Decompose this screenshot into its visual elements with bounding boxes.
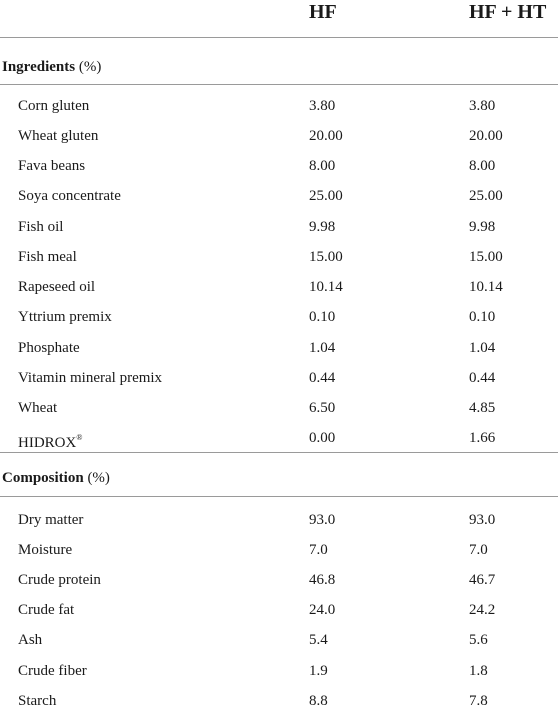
- row-label-text: HIDROX: [18, 435, 77, 451]
- section-divider: [0, 452, 558, 453]
- table-row: [0, 539, 558, 569]
- cell-hf: 5.4: [309, 632, 328, 648]
- table-row: [0, 509, 558, 539]
- row-label: Fish meal: [18, 249, 77, 265]
- cell-hf-ht: 8.00: [469, 158, 496, 174]
- cell-hf-ht: 3.80: [469, 98, 496, 114]
- row-label: [18, 427, 82, 454]
- table-row: [0, 185, 558, 215]
- table-row: [0, 599, 558, 629]
- cell-hf-ht: 1.66: [469, 430, 496, 446]
- table-row: [0, 95, 558, 125]
- cell-hf-ht: 10.14: [469, 279, 503, 295]
- table-row: [0, 569, 558, 599]
- section-divider: [0, 496, 558, 497]
- cell-hf: 7.0: [309, 542, 328, 558]
- cell-hf-ht: 15.00: [469, 249, 503, 265]
- row-label: Crude protein: [18, 572, 101, 588]
- section-label: Ingredients: [2, 59, 76, 75]
- row-label: Phosphate: [18, 340, 80, 356]
- registered-mark: ®: [76, 433, 83, 442]
- cell-hf-ht: 93.0: [469, 512, 496, 528]
- table-row: [0, 125, 558, 155]
- cell-hf: 3.80: [309, 98, 336, 114]
- row-label: Dry matter: [18, 512, 84, 528]
- section-unit: (%): [87, 470, 110, 486]
- cell-hf: 0.44: [309, 370, 336, 386]
- cell-hf: 10.14: [309, 279, 343, 295]
- cell-hf-ht: 25.00: [469, 188, 503, 204]
- cell-hf: 0.00: [309, 430, 336, 446]
- table-row: [0, 216, 558, 246]
- cell-hf-ht: 1.04: [469, 340, 496, 356]
- column-header-hf: HF: [309, 1, 337, 23]
- cell-hf-ht: 4.85: [469, 400, 496, 416]
- cell-hf: 20.00: [309, 128, 343, 144]
- section-title-composition: [2, 468, 110, 488]
- row-label: Rapeseed oil: [18, 279, 96, 295]
- row-label: Soya concentrate: [18, 188, 121, 204]
- cell-hf: 9.98: [309, 219, 336, 235]
- cell-hf-ht: 5.6: [469, 632, 488, 648]
- table-row: [0, 155, 558, 185]
- cell-hf-ht: 7.0: [469, 542, 488, 558]
- cell-hf: 1.9: [309, 663, 328, 679]
- table-header: [0, 0, 558, 38]
- row-label: Starch: [18, 693, 57, 709]
- table-row: [0, 690, 558, 720]
- row-label: Crude fiber: [18, 663, 87, 679]
- section-label: Composition: [2, 470, 84, 486]
- cell-hf: 8.00: [309, 158, 336, 174]
- row-label: Ash: [18, 632, 43, 648]
- row-label: Moisture: [18, 542, 73, 558]
- table-row: [0, 276, 558, 306]
- cell-hf: 8.8: [309, 693, 328, 709]
- row-label: Fish oil: [18, 219, 64, 235]
- cell-hf-ht: 7.8: [469, 693, 488, 709]
- cell-hf-ht: 20.00: [469, 128, 503, 144]
- table-row: [0, 367, 558, 397]
- cell-hf-ht: 24.2: [469, 602, 496, 618]
- table-row: [0, 629, 558, 659]
- cell-hf-ht: 46.7: [469, 572, 496, 588]
- table-row: [0, 397, 558, 427]
- cell-hf: 0.10: [309, 309, 336, 325]
- column-header-hf-ht: HF + HT: [469, 1, 547, 23]
- table-row: [0, 660, 558, 690]
- table-row: [0, 337, 558, 367]
- section-title-ingredients: [2, 57, 101, 77]
- cell-hf-ht: 0.10: [469, 309, 496, 325]
- cell-hf: 93.0: [309, 512, 336, 528]
- row-label: Corn gluten: [18, 98, 90, 114]
- table-row: [0, 246, 558, 276]
- cell-hf-ht: 9.98: [469, 219, 496, 235]
- cell-hf: 6.50: [309, 400, 336, 416]
- cell-hf: 1.04: [309, 340, 336, 356]
- row-label: Yttrium premix: [18, 309, 112, 325]
- row-label: Wheat gluten: [18, 128, 99, 144]
- row-label: Wheat: [18, 400, 58, 416]
- cell-hf-ht: 1.8: [469, 663, 488, 679]
- cell-hf: 15.00: [309, 249, 343, 265]
- row-label: Vitamin mineral premix: [18, 370, 163, 386]
- section-unit: (%): [78, 59, 102, 75]
- row-label: Crude fat: [18, 602, 75, 618]
- cell-hf: 24.0: [309, 602, 336, 618]
- cell-hf-ht: 0.44: [469, 370, 496, 386]
- cell-hf: 46.8: [309, 572, 336, 588]
- cell-hf: 25.00: [309, 188, 343, 204]
- row-label: Fava beans: [18, 158, 86, 174]
- section-divider: [0, 84, 558, 85]
- table-row: [0, 306, 558, 336]
